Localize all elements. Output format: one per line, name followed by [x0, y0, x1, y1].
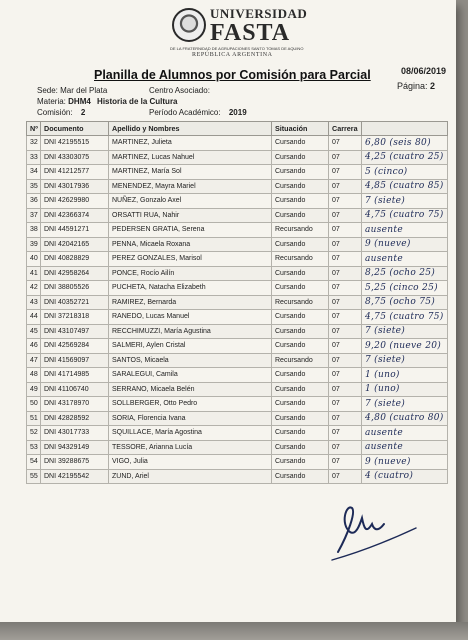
- row-career: 07: [329, 440, 362, 455]
- row-grade-handwritten: 4,75 (cuatro 75): [362, 208, 448, 223]
- row-situation: Cursando: [272, 266, 329, 281]
- table-row: [27, 165, 448, 180]
- table-row: [27, 339, 448, 354]
- row-document: DNI 43017733: [41, 426, 109, 441]
- materia-code: DHM4: [68, 97, 91, 106]
- row-situation: Recursando: [272, 295, 329, 310]
- table-row: [27, 455, 448, 470]
- row-career: 07: [329, 426, 362, 441]
- table-row: [27, 194, 448, 209]
- row-document: DNI 41569097: [41, 353, 109, 368]
- university-logo: [160, 6, 310, 60]
- row-number: 48: [27, 368, 41, 383]
- row-grade-handwritten: 1 (uno): [362, 368, 448, 383]
- table-row: [27, 252, 448, 267]
- row-career: 07: [329, 411, 362, 426]
- row-situation: Cursando: [272, 397, 329, 412]
- row-student-name: PONCE, Rocío Ailín: [109, 266, 272, 281]
- row-document: DNI 42828592: [41, 411, 109, 426]
- row-situation: Cursando: [272, 469, 329, 484]
- row-grade-handwritten: 4,75 (cuatro 75): [362, 310, 448, 325]
- row-number: 39: [27, 237, 41, 252]
- row-grade-handwritten: 7 (siete): [362, 194, 448, 209]
- row-number: 41: [27, 266, 41, 281]
- row-document: DNI 38805526: [41, 281, 109, 296]
- row-career: 07: [329, 397, 362, 412]
- row-career: 07: [329, 266, 362, 281]
- document-date: 08/06/2019: [401, 66, 447, 76]
- row-student-name: ORSATTI RUA, Nahir: [109, 208, 272, 223]
- row-grade-handwritten: ausente: [362, 223, 448, 238]
- row-student-name: SQUILLACE, María Agostina: [109, 426, 272, 441]
- row-student-name: PUCHETA, Natacha Elizabeth: [109, 281, 272, 296]
- row-number: 47: [27, 353, 41, 368]
- row-document: DNI 39288675: [41, 455, 109, 470]
- row-number: 40: [27, 252, 41, 267]
- row-number: 53: [27, 440, 41, 455]
- row-number: 44: [27, 310, 41, 325]
- document-title: Planilla de Alumnos por Comisión para Parcial: [94, 68, 371, 82]
- row-document: DNI 42569284: [41, 339, 109, 354]
- sede-value: Mar del Plata: [60, 86, 108, 95]
- row-student-name: SORIA, Florencia Ivana: [109, 411, 272, 426]
- row-career: 07: [329, 295, 362, 310]
- table-row: [27, 136, 448, 151]
- paper-shadow: [0, 622, 468, 640]
- logo-country: REPÚBLICA ARGENTINA: [192, 52, 273, 58]
- logo-fasta-text: FASTA: [210, 20, 291, 46]
- table-row: [27, 469, 448, 484]
- row-situation: Recursando: [272, 252, 329, 267]
- row-student-name: SOLLBERGER, Otto Pedro: [109, 397, 272, 412]
- row-document: DNI 42366374: [41, 208, 109, 223]
- row-situation: Recursando: [272, 353, 329, 368]
- page-indicator: [397, 81, 435, 91]
- row-document: DNI 44591271: [41, 223, 109, 238]
- row-situation: Cursando: [272, 179, 329, 194]
- row-student-name: RAMIREZ, Bernarda: [109, 295, 272, 310]
- row-student-name: TESSORE, Arianna Lucía: [109, 440, 272, 455]
- row-student-name: MARTINEZ, María Sol: [109, 165, 272, 180]
- row-grade-handwritten: 1 (uno): [362, 382, 448, 397]
- row-career: 07: [329, 252, 362, 267]
- row-grade-handwritten: 6,80 (seis 80): [362, 136, 448, 151]
- row-career: 07: [329, 208, 362, 223]
- row-situation: Cursando: [272, 411, 329, 426]
- table-row: [27, 281, 448, 296]
- row-student-name: NUÑEZ, Gonzalo Axel: [109, 194, 272, 209]
- row-number: 55: [27, 469, 41, 484]
- row-document: DNI 41106740: [41, 382, 109, 397]
- table-row: [27, 440, 448, 455]
- row-student-name: MARTINEZ, Julieta: [109, 136, 272, 151]
- row-student-name: SALMERI, Aylen Cristal: [109, 339, 272, 354]
- row-situation: Cursando: [272, 310, 329, 325]
- row-grade-handwritten: 4,25 (cuatro 25): [362, 150, 448, 165]
- handwritten-signature: [330, 494, 420, 564]
- row-number: 35: [27, 179, 41, 194]
- table-row: [27, 382, 448, 397]
- row-number: 46: [27, 339, 41, 354]
- sede-line: [37, 86, 107, 95]
- university-seal-icon: [172, 8, 206, 42]
- table-row: [27, 295, 448, 310]
- row-grade-handwritten: 8,75 (ocho 75): [362, 295, 448, 310]
- row-number: 34: [27, 165, 41, 180]
- row-student-name: PENNA, Micaela Roxana: [109, 237, 272, 252]
- row-situation: Cursando: [272, 208, 329, 223]
- row-number: 33: [27, 150, 41, 165]
- row-situation: Cursando: [272, 150, 329, 165]
- row-student-name: SARALEGUI, Camila: [109, 368, 272, 383]
- row-document: DNI 43017936: [41, 179, 109, 194]
- row-number: 51: [27, 411, 41, 426]
- table-row: [27, 223, 448, 238]
- table-row: [27, 368, 448, 383]
- row-career: 07: [329, 455, 362, 470]
- table-row: [27, 310, 448, 325]
- row-career: 07: [329, 194, 362, 209]
- row-career: 07: [329, 179, 362, 194]
- row-situation: Cursando: [272, 136, 329, 151]
- row-number: 49: [27, 382, 41, 397]
- row-document: DNI 94329149: [41, 440, 109, 455]
- students-table: [26, 121, 448, 484]
- row-student-name: MENENDEZ, Mayra Mariel: [109, 179, 272, 194]
- row-grade-handwritten: 9,20 (nueve 20): [362, 339, 448, 354]
- row-student-name: PEDERSEN GRATIA, Serena: [109, 223, 272, 238]
- table-row: [27, 208, 448, 223]
- periodo-line: [149, 108, 247, 117]
- row-situation: Cursando: [272, 165, 329, 180]
- row-career: 07: [329, 237, 362, 252]
- table-row: [27, 397, 448, 412]
- comision-line: [37, 108, 85, 117]
- row-grade-handwritten: 8,25 (ocho 25): [362, 266, 448, 281]
- header-document: Documento: [41, 122, 109, 136]
- row-number: 50: [27, 397, 41, 412]
- row-number: 54: [27, 455, 41, 470]
- row-situation: Cursando: [272, 440, 329, 455]
- row-situation: Cursando: [272, 237, 329, 252]
- sede-label: Sede:: [37, 86, 58, 95]
- row-number: 38: [27, 223, 41, 238]
- row-document: DNI 43303075: [41, 150, 109, 165]
- row-student-name: VIGO, Julia: [109, 455, 272, 470]
- row-document: DNI 43178970: [41, 397, 109, 412]
- row-career: 07: [329, 223, 362, 238]
- row-student-name: RECCHIMUZZI, María Agustina: [109, 324, 272, 339]
- header-number: Nº: [27, 122, 41, 136]
- header-situation: Situación: [272, 122, 329, 136]
- header-grade: [362, 122, 448, 136]
- table-row: [27, 266, 448, 281]
- comision-label: Comisión:: [37, 108, 73, 117]
- materia-label: Materia:: [37, 97, 66, 106]
- row-grade-handwritten: 9 (nueve): [362, 237, 448, 252]
- row-situation: Cursando: [272, 194, 329, 209]
- row-student-name: ZUND, Ariel: [109, 469, 272, 484]
- periodo-label: Período Académico:: [149, 108, 221, 117]
- row-number: 42: [27, 281, 41, 296]
- row-career: 07: [329, 324, 362, 339]
- row-situation: Cursando: [272, 339, 329, 354]
- row-career: 07: [329, 469, 362, 484]
- row-document: DNI 42195542: [41, 469, 109, 484]
- row-grade-handwritten: 7 (siete): [362, 397, 448, 412]
- table-row: [27, 150, 448, 165]
- table-row: [27, 353, 448, 368]
- header-career: Carrera: [329, 122, 362, 136]
- row-student-name: SERRANO, Micaela Belén: [109, 382, 272, 397]
- row-document: DNI 42958264: [41, 266, 109, 281]
- logo-subtitle: DE LA FRATERNIDAD DE AGRUPACIONES SANTO TOMAS DE AQUINO: [170, 46, 304, 51]
- row-document: DNI 41714985: [41, 368, 109, 383]
- row-student-name: RANEDO, Lucas Manuel: [109, 310, 272, 325]
- row-student-name: MARTINEZ, Lucas Nahuel: [109, 150, 272, 165]
- row-situation: Cursando: [272, 324, 329, 339]
- table-row: [27, 179, 448, 194]
- periodo-value: 2019: [228, 108, 247, 117]
- row-document: DNI 42629980: [41, 194, 109, 209]
- table-row: [27, 411, 448, 426]
- materia-line: [37, 97, 178, 106]
- row-career: 07: [329, 382, 362, 397]
- row-grade-handwritten: ausente: [362, 440, 448, 455]
- row-number: 37: [27, 208, 41, 223]
- row-document: DNI 42042165: [41, 237, 109, 252]
- table-row: [27, 237, 448, 252]
- table-row: [27, 426, 448, 441]
- logo-university-text: UNIVERSIDAD: [210, 6, 308, 21]
- table-header-row: [27, 122, 448, 136]
- row-career: 07: [329, 136, 362, 151]
- header-name: Apellido y Nombres: [109, 122, 272, 136]
- row-document: DNI 42195515: [41, 136, 109, 151]
- row-situation: Recursando: [272, 223, 329, 238]
- row-situation: Cursando: [272, 368, 329, 383]
- row-career: 07: [329, 368, 362, 383]
- row-grade-handwritten: 4 (cuatro): [362, 469, 448, 484]
- row-grade-handwritten: 7 (siete): [362, 353, 448, 368]
- row-grade-handwritten: 9 (nueve): [362, 455, 448, 470]
- row-grade-handwritten: ausente: [362, 252, 448, 267]
- row-grade-handwritten: 7 (siete): [362, 324, 448, 339]
- materia-name: Historia de la Cultura: [97, 97, 178, 106]
- row-number: 36: [27, 194, 41, 209]
- row-grade-handwritten: 4,80 (cuatro 80): [362, 411, 448, 426]
- row-career: 07: [329, 310, 362, 325]
- row-situation: Cursando: [272, 426, 329, 441]
- row-career: 07: [329, 150, 362, 165]
- row-number: 52: [27, 426, 41, 441]
- row-document: DNI 41212577: [41, 165, 109, 180]
- row-document: DNI 40352721: [41, 295, 109, 310]
- row-student-name: PEREZ GONZALES, Marisol: [109, 252, 272, 267]
- row-document: DNI 43107497: [41, 324, 109, 339]
- row-number: 45: [27, 324, 41, 339]
- row-document: DNI 40828829: [41, 252, 109, 267]
- row-career: 07: [329, 281, 362, 296]
- page-label: Página:: [397, 81, 428, 91]
- row-grade-handwritten: 5 (cinco): [362, 165, 448, 180]
- row-grade-handwritten: 5,25 (cinco 25): [362, 281, 448, 296]
- row-number: 43: [27, 295, 41, 310]
- page-number: 2: [430, 81, 436, 91]
- row-career: 07: [329, 339, 362, 354]
- row-situation: Cursando: [272, 281, 329, 296]
- row-document: DNI 37218318: [41, 310, 109, 325]
- table-row: [27, 324, 448, 339]
- row-student-name: SANTOS, Micaela: [109, 353, 272, 368]
- row-number: 32: [27, 136, 41, 151]
- row-grade-handwritten: ausente: [362, 426, 448, 441]
- row-career: 07: [329, 353, 362, 368]
- row-situation: Cursando: [272, 382, 329, 397]
- row-grade-handwritten: 4,85 (cuatro 85): [362, 179, 448, 194]
- comision-value: 2: [80, 108, 86, 117]
- row-career: 07: [329, 165, 362, 180]
- centro-label: Centro Asociado:: [149, 86, 210, 95]
- row-situation: Cursando: [272, 455, 329, 470]
